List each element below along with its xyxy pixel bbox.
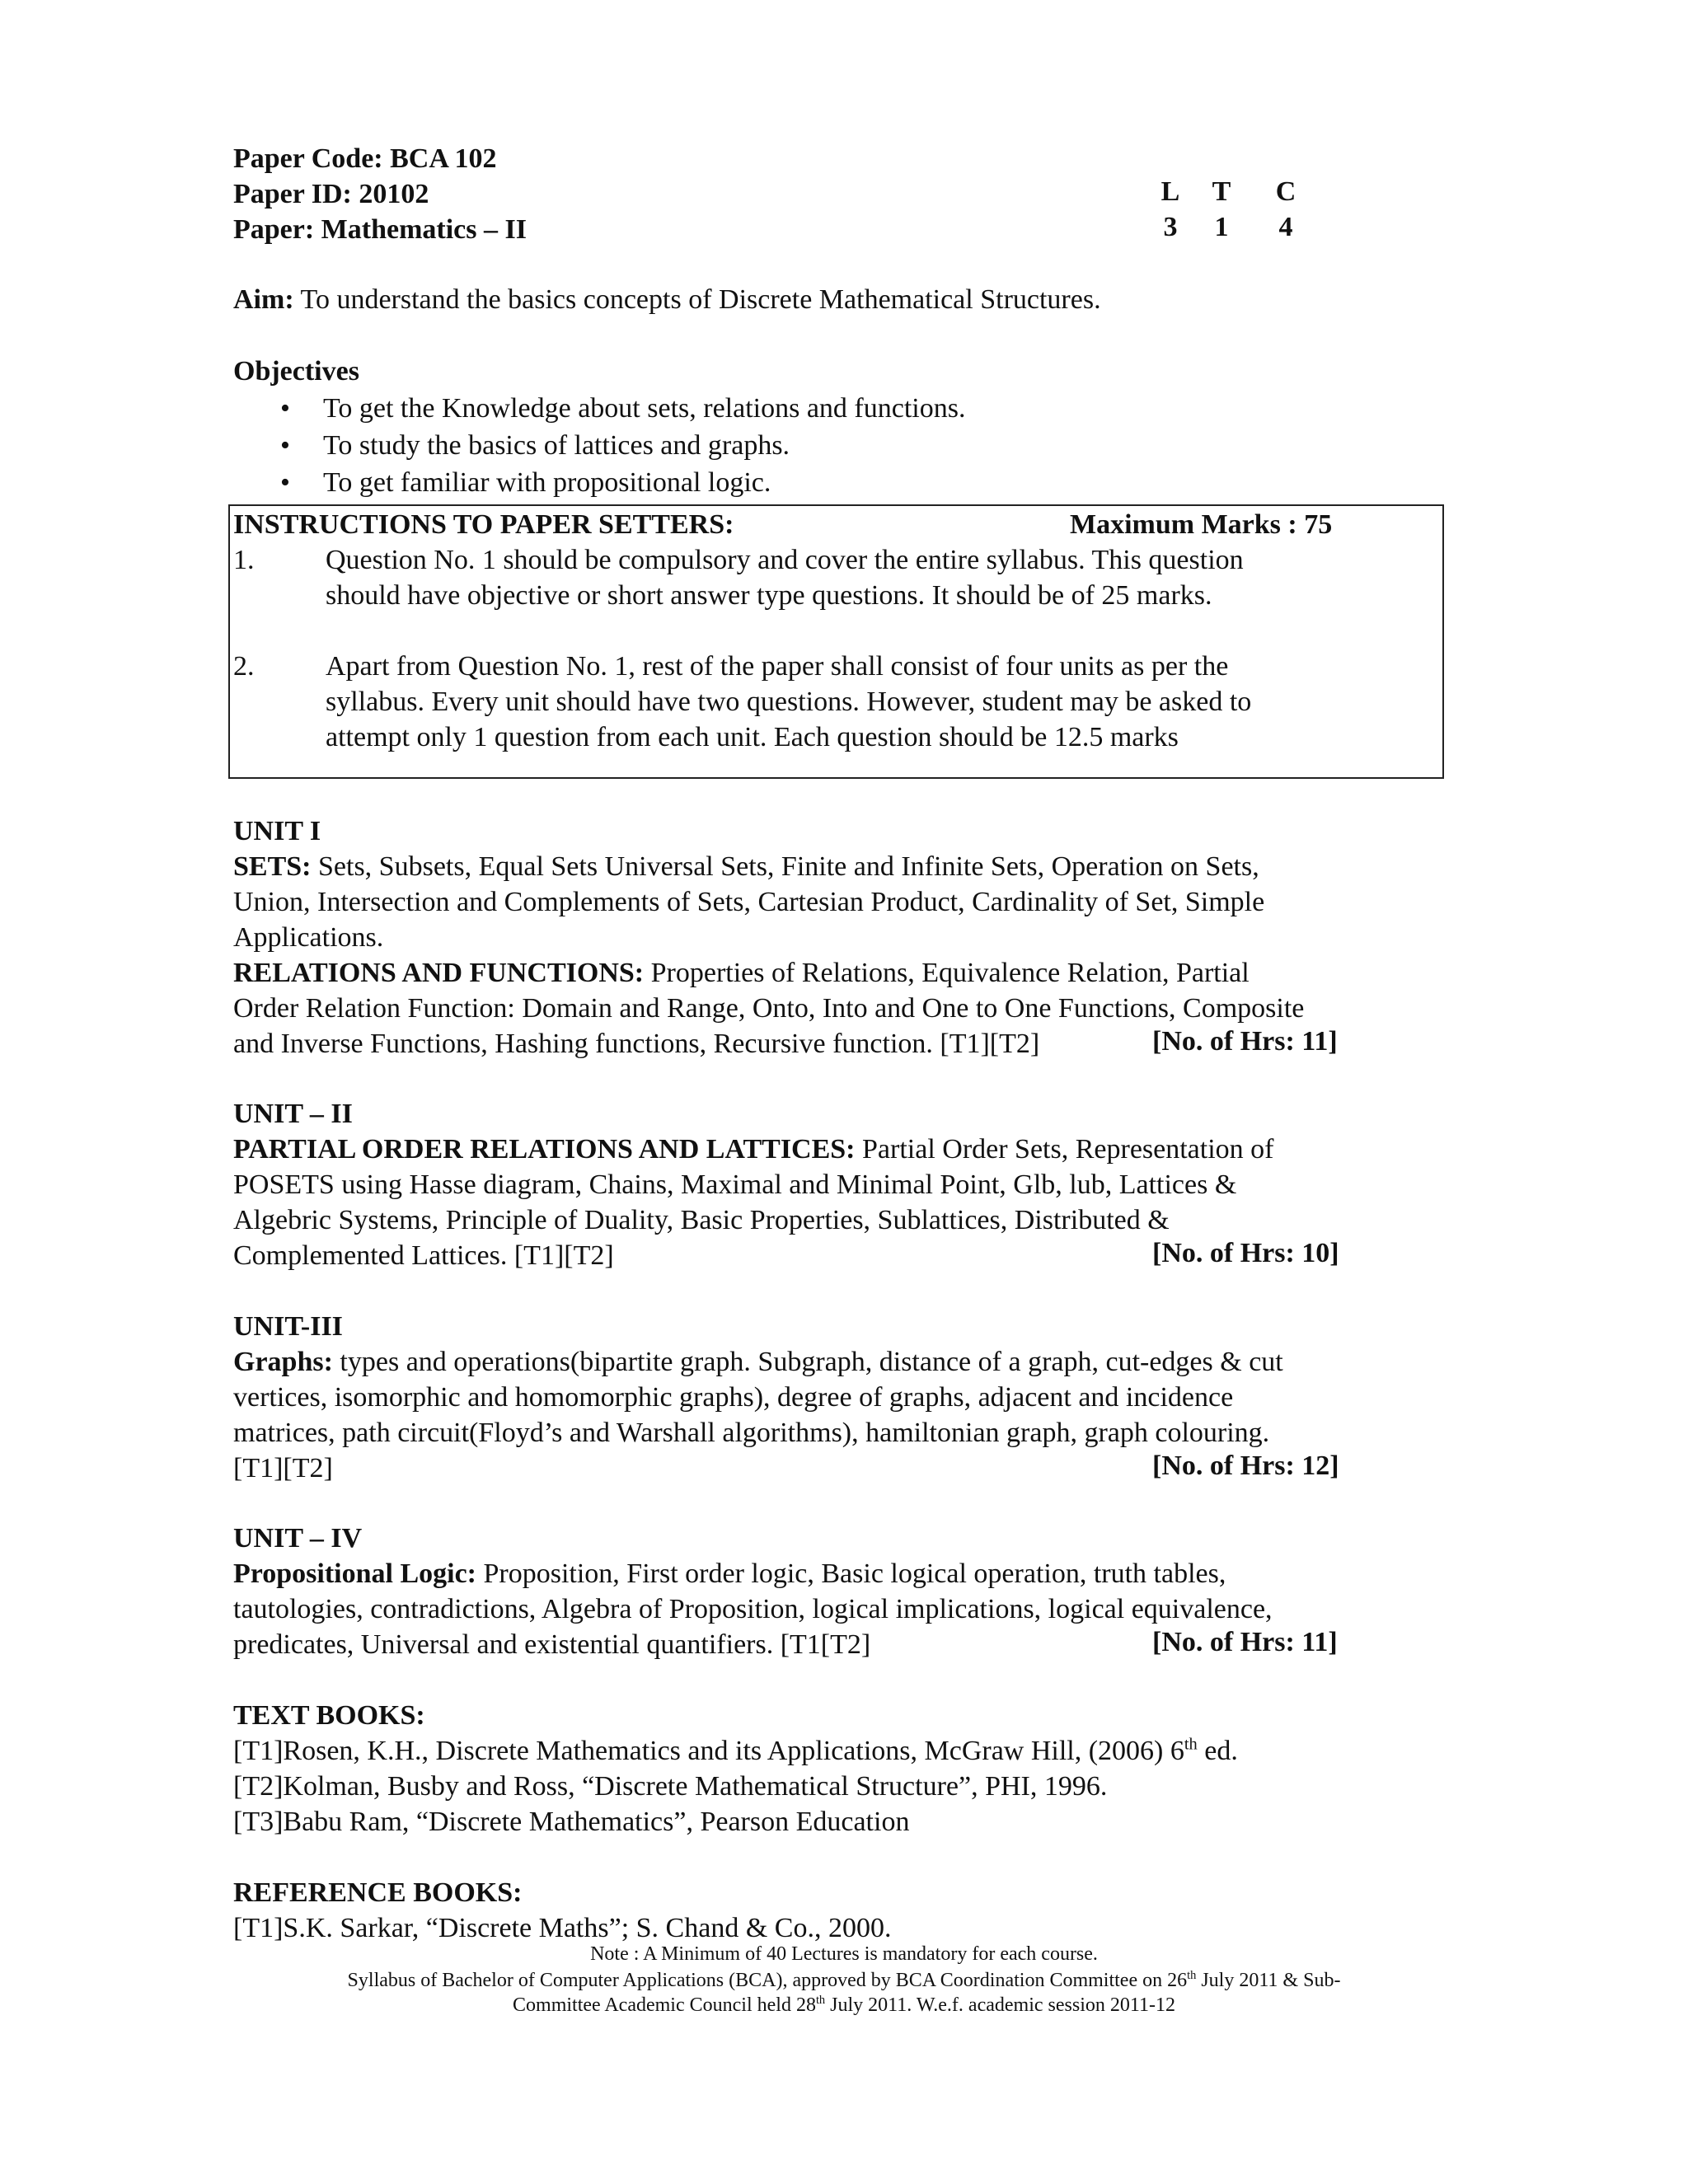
instruction-line: Apart from Question No. 1, rest of the paper shall consist of four units as per the: [326, 651, 1229, 682]
paper-code: Paper Code: BCA 102: [233, 143, 497, 174]
bullet-icon: •: [280, 430, 290, 461]
maximum-marks: Maximum Marks : 75: [1070, 509, 1333, 540]
aim-label: Aim:: [233, 284, 294, 315]
ltc-label-t: T: [1212, 176, 1231, 207]
unit-line: Graphs: types and operations(bipartite graph. Subgraph, distance of a graph, cut-edges & cut: [233, 1347, 1283, 1377]
paper-id: Paper ID: 20102: [233, 179, 429, 209]
list-item: • To study the basics of lattices and graphs.: [280, 427, 965, 464]
instruction-line: syllabus. Every unit should have two questions. However, student may be asked to: [326, 687, 1252, 717]
text-book-t2: [T2]Kolman, Busby and Ross, “Discrete Mathematical Structure”, PHI, 1996.: [233, 1771, 1108, 1802]
objectives-list: [280, 390, 965, 501]
text-books-heading: TEXT BOOKS:: [233, 1700, 425, 1731]
unit-line: [T1][T2]: [233, 1453, 333, 1483]
reference-books: [233, 1875, 1437, 1946]
ltc-value-t: 1: [1214, 212, 1229, 242]
ltc-value-c: 4: [1278, 212, 1293, 242]
list-item: • To get familiar with propositional logic.: [280, 464, 965, 501]
unit-1: [233, 813, 1437, 1062]
unit-4-hours: [No. of Hrs: 11]: [1152, 1627, 1338, 1657]
instruction-line: should have objective or short answer type questions. It should be of 25 marks.: [326, 580, 1212, 611]
bullet-icon: •: [280, 467, 290, 498]
instruction-number: 2.: [233, 651, 255, 682]
instructions-heading: INSTRUCTIONS TO PAPER SETTERS:: [233, 509, 734, 540]
unit-line: Order Relation Function: Domain and Range, Onto, Into and One to One Functions, Composite: [233, 993, 1305, 1024]
instruction-line: Question No. 1 should be compulsory and cover the entire syllabus. This question: [326, 545, 1244, 575]
unit-2-hours: [No. of Hrs: 10]: [1152, 1238, 1339, 1268]
text-books: [233, 1698, 1437, 1840]
paper-name: Paper: Mathematics – II: [233, 214, 527, 245]
unit-title: UNIT-III: [233, 1311, 343, 1342]
unit-line: SETS: Sets, Subsets, Equal Sets Universal Sets, Finite and Infinite Sets, Operation on Sets,: [233, 851, 1259, 882]
unit-line: vertices, isomorphic and homomorphic graphs), degree of graphs, adjacent and incidence: [233, 1382, 1234, 1413]
unit-line: Algebric Systems, Principle of Duality, Basic Properties, Sublattices, Distributed &: [233, 1205, 1170, 1235]
instruction-line: attempt only 1 question from each unit. Each question should be 12.5 marks: [326, 722, 1179, 752]
bullet-icon: •: [280, 393, 290, 424]
unit-line: matrices, path circuit(Floyd’s and Warshall algorithms), hamiltonian graph, graph colouring.: [233, 1418, 1270, 1448]
ltc-label-c: C: [1275, 176, 1296, 207]
text-book-t3: [T3]Babu Ram, “Discrete Mathematics”, Pearson Education: [233, 1807, 910, 1837]
unit-line: and Inverse Functions, Hashing functions, Recursive function. [T1][T2]: [233, 1029, 1040, 1059]
footer-note: Note : A Minimum of 40 Lectures is mandatory for each course.: [590, 1943, 1098, 1965]
unit-title: UNIT – IV: [233, 1523, 363, 1554]
unit-title: UNIT I: [233, 816, 321, 846]
unit-line: tautologies, contradictions, Algebra of Proposition, logical implications, logical equivalence,: [233, 1594, 1273, 1624]
unit-line: Union, Intersection and Complements of Sets, Cartesian Product, Cardinality of Set, Simple: [233, 887, 1265, 917]
ltc-label-l: L: [1160, 176, 1180, 207]
aim-text: To understand the basics concepts of Discrete Mathematical Structures.: [300, 284, 1101, 315]
reference-book-r1: [T1]S.K. Sarkar, “Discrete Maths”; S. Chand & Co., 2000.: [233, 1913, 892, 1943]
reference-books-heading: REFERENCE BOOKS:: [233, 1877, 523, 1908]
ltc-value-l: 3: [1163, 212, 1178, 242]
unit-line: RELATIONS AND FUNCTIONS: Properties of Relations, Equivalence Relation, Partial: [233, 958, 1250, 988]
unit-line: predicates, Universal and existential quantifiers. [T1[T2]: [233, 1629, 871, 1660]
unit-line: POSETS using Hasse diagram, Chains, Maximal and Minimal Point, Glb, lub, Lattices &: [233, 1169, 1237, 1200]
footer-approval-line-1: Syllabus of Bachelor of Computer Applications (BCA), approved by BCA Coordination Committee on 26th July 2011 & Sub-: [347, 1969, 1341, 1991]
unit-line: Complemented Lattices. [T1][T2]: [233, 1240, 614, 1271]
unit-line: Applications.: [233, 922, 384, 953]
unit-3-hours: [No. of Hrs: 12]: [1152, 1451, 1339, 1481]
unit-1-hours: [No. of Hrs: 11]: [1152, 1026, 1338, 1057]
text-book-t1: [T1]Rosen, K.H., Discrete Mathematics and its Applications, McGraw Hill, (2006) 6th ed.: [233, 1735, 1238, 1766]
unit-title: UNIT – II: [233, 1099, 353, 1129]
unit-line: PARTIAL ORDER RELATIONS AND LATTICES: Partial Order Sets, Representation of: [233, 1134, 1274, 1165]
objectives-heading: Objectives: [233, 356, 359, 387]
aim: [233, 282, 1101, 317]
instruction-number: 1.: [233, 545, 255, 575]
footer-approval-line-2: Committee Academic Council held 28th July 2011. W.e.f. academic session 2011-12: [513, 1994, 1175, 2016]
unit-line: Propositional Logic: Proposition, First order logic, Basic logical operation, truth tables,: [233, 1558, 1226, 1589]
list-item: • To get the Knowledge about sets, relations and functions.: [280, 390, 965, 427]
